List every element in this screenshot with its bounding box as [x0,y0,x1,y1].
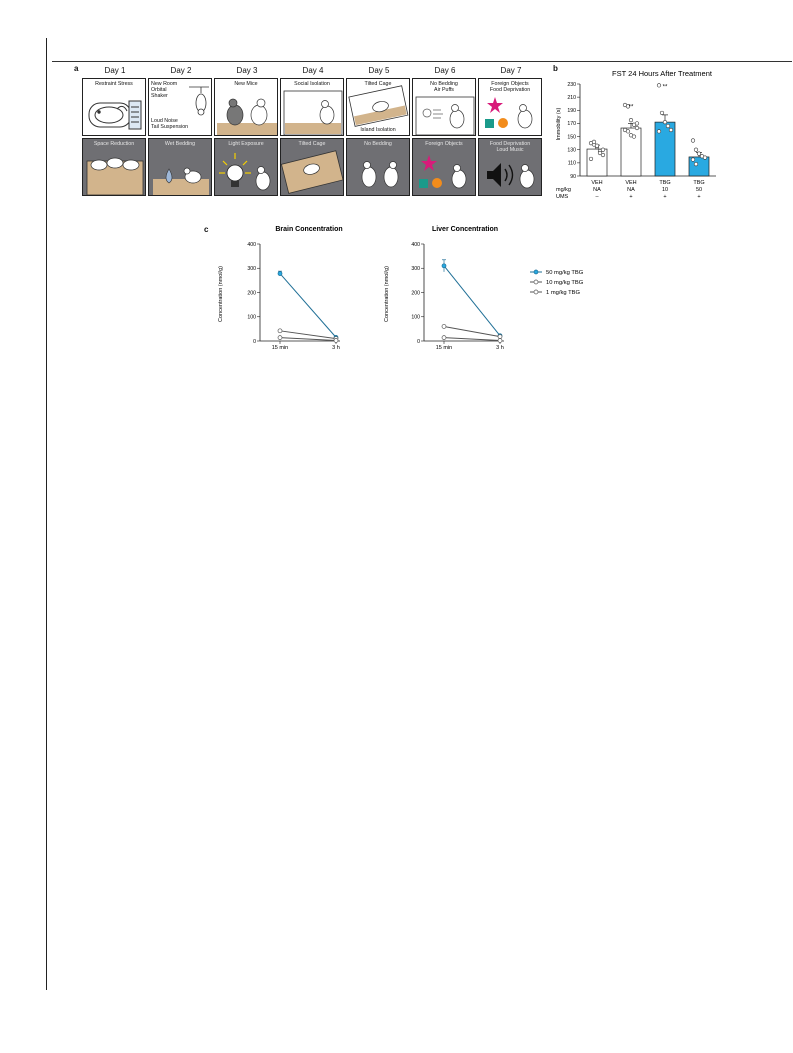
stress-label: No Bedding [364,141,392,147]
stress-cell-light-exposure [214,138,278,196]
stress-label: Restraint Stress [95,81,133,87]
data-point [691,158,695,162]
panel-label-b: b [553,64,558,73]
wet-bedding-icon [149,139,212,196]
table-cell: + [697,194,701,200]
table-cell: NA [627,187,635,193]
day-label: Day 3 [236,66,258,75]
stress-cell-air-puffs [412,78,476,136]
stress-label: Foreign Objects [425,141,463,147]
stress-cell-wet-bedding [148,138,212,196]
table-row-label: mg/kg [556,187,571,193]
y-tick-label: 400 [247,241,256,248]
legend-label: 1 mg/kg TBG [546,290,581,296]
stress-cell-no-bedding [346,138,410,196]
day-label: Day 5 [368,66,390,75]
table-cell: 50 [695,187,703,193]
stress-label: Loud Noise [151,118,178,124]
panel-label-a: a [74,64,79,73]
stress-label: No Bedding [430,81,458,87]
series-line [444,338,500,341]
x-tick-label: VEH [591,180,603,186]
series-line [280,331,336,339]
stress-label: Loud Music [496,147,524,153]
day-label: Day 7 [500,66,522,75]
bar [587,149,607,176]
data-point [694,162,698,166]
stress-label: Island Isolation [360,127,396,133]
table-cell: 10 [661,187,669,193]
data-point [632,135,636,139]
series-line [280,338,336,341]
stress-label: Tilted Cage [364,81,392,87]
data-point [629,118,633,122]
legend-label: 50 mg/kg TBG [546,270,584,276]
x-tick-label: TBG [693,180,705,186]
data-point [498,339,502,343]
panel-a-stress-schedule [82,66,547,204]
legend-marker [534,270,538,274]
day-label: Day 1 [104,66,126,75]
foreign-objects-icon [413,139,476,196]
data-point [595,144,599,148]
data-point [703,156,707,160]
data-point [691,139,695,143]
restraint-tube-icon [83,79,146,136]
data-point [278,272,282,276]
light-bulb-icon [215,139,278,196]
table-row-label: UMS [556,194,569,200]
y-tick-label: 130 [567,147,576,154]
page-header-rule [52,61,792,62]
tail-suspension-mouse-icon [149,79,212,136]
stress-label: Shaker [151,93,168,99]
x-tick-label: VEH [625,180,637,186]
data-point [589,157,593,161]
x-tick-label: TBG [659,180,671,186]
x-tick-label: 15 min [435,345,453,351]
day-label: Day 2 [170,66,192,75]
air-puff-icon [413,79,476,136]
y-tick-label: 90 [570,173,576,180]
y-tick-label: 200 [247,290,256,297]
y-tick-label: 0 [253,338,256,345]
stress-label: Tilted Cage [298,141,326,147]
stress-label: Space Reduction [93,141,135,147]
data-point [278,336,282,340]
two-mice-icon [215,79,278,136]
y-tick-label: 300 [411,266,420,273]
data-point [278,329,282,333]
stress-cell-space-reduction [82,138,146,196]
day-label: Day 4 [302,66,324,75]
panel-b-fst-chart [552,64,732,214]
panel-label-c: c [204,225,209,234]
stress-cell-restraint [82,78,146,136]
series-line [444,266,500,336]
stress-label: Orbital [151,87,167,93]
fst-plot-area [556,82,716,200]
stress-label: Foreign Objects [491,81,529,87]
data-point [663,120,667,124]
x-tick-label: 3 h [496,345,504,351]
y-tick-label: 200 [411,290,420,297]
stress-cell-tilted-cage-island [346,78,410,136]
y-tick-label: 100 [247,314,256,321]
legend-marker [534,280,538,284]
legend-marker [534,290,538,294]
chart-title: FST 24 Hours After Treatment [612,69,712,78]
data-point [694,148,698,152]
stress-cell-loud-music [478,138,542,196]
concentration-line-charts [202,222,622,357]
data-point [697,152,701,156]
significance-marker: ** [662,84,668,91]
x-tick-label: 3 h [332,345,340,351]
stress-label: Wet Bedding [164,141,196,147]
series-line [444,326,500,336]
y-tick-label: 300 [247,266,256,273]
data-point [635,126,639,130]
data-point [598,151,602,155]
stress-label: Tail Suspension [151,124,189,130]
stress-cell-new-mice [214,78,278,136]
chart-title: Brain Concentration [275,226,343,233]
data-point [626,130,630,134]
data-point [334,339,338,343]
stress-cell-foreign-objects [412,138,476,196]
legend [530,270,584,296]
stress-label: Social Isolation [294,81,330,87]
tilted-cage-island-icon [347,79,410,136]
data-point [498,335,502,339]
single-mouse-cage-icon [281,79,344,136]
table-cell: – [595,194,599,200]
fst-bar-chart [552,64,732,214]
stress-label: Light Exposure [228,141,264,147]
table-cell: + [629,194,633,200]
table-cell: NA [593,187,601,193]
chart-title: Liver Concentration [431,226,499,233]
stress-label: Food Deprivation [489,87,531,93]
y-axis-label: Immobility (s) [556,107,562,141]
speaker-icon [479,139,542,196]
panel-c-concentration-charts [202,222,622,357]
data-point [660,111,664,115]
stress-cell-foreign-objects-food [478,78,542,136]
data-point [442,336,446,340]
data-point [442,324,446,328]
y-tick-label: 0 [417,338,420,345]
stress-label: New Mice [234,81,258,87]
stress-cell-new-room [148,78,212,136]
table-cell: + [663,194,667,200]
brain-concentration-chart [218,226,343,351]
stress-cell-social-isolation [280,78,344,136]
data-point [666,124,670,128]
data-point [601,148,605,152]
y-axis-label: Concentration (nmol/g) [218,266,224,322]
y-tick-label: 190 [567,108,576,115]
day-label: Day 6 [434,66,456,75]
stress-cell-tilted-cage [280,138,344,196]
y-tick-label: 170 [567,121,576,128]
stress-label: Food Deprivation [489,141,531,147]
stress-label: New Room [151,81,178,87]
liver-concentration-chart [384,226,504,351]
significance-marker: ** [628,104,634,111]
data-point [657,84,661,88]
data-point [442,264,446,268]
data-point [657,130,661,134]
data-point [592,140,596,144]
y-tick-label: 100 [411,314,420,321]
tilted-cage-icon [281,139,344,196]
crowded-cage-icon [83,139,146,196]
y-axis-label: Concentration (nmol/g) [384,266,390,322]
y-tick-label: 210 [567,94,576,101]
mice-no-bedding-icon [347,139,410,196]
data-point [635,122,639,126]
stress-label: Air Puffs [434,87,454,93]
y-tick-label: 230 [567,81,576,88]
data-point [669,128,673,132]
series-line [280,274,336,338]
legend-label: 10 mg/kg TBG [546,280,584,286]
foreign-objects-icon [479,79,542,136]
y-tick-label: 110 [567,160,576,167]
y-tick-label: 150 [567,134,576,141]
y-tick-label: 400 [411,241,420,248]
x-tick-label: 15 min [271,345,289,351]
page-margin-line [46,38,47,990]
